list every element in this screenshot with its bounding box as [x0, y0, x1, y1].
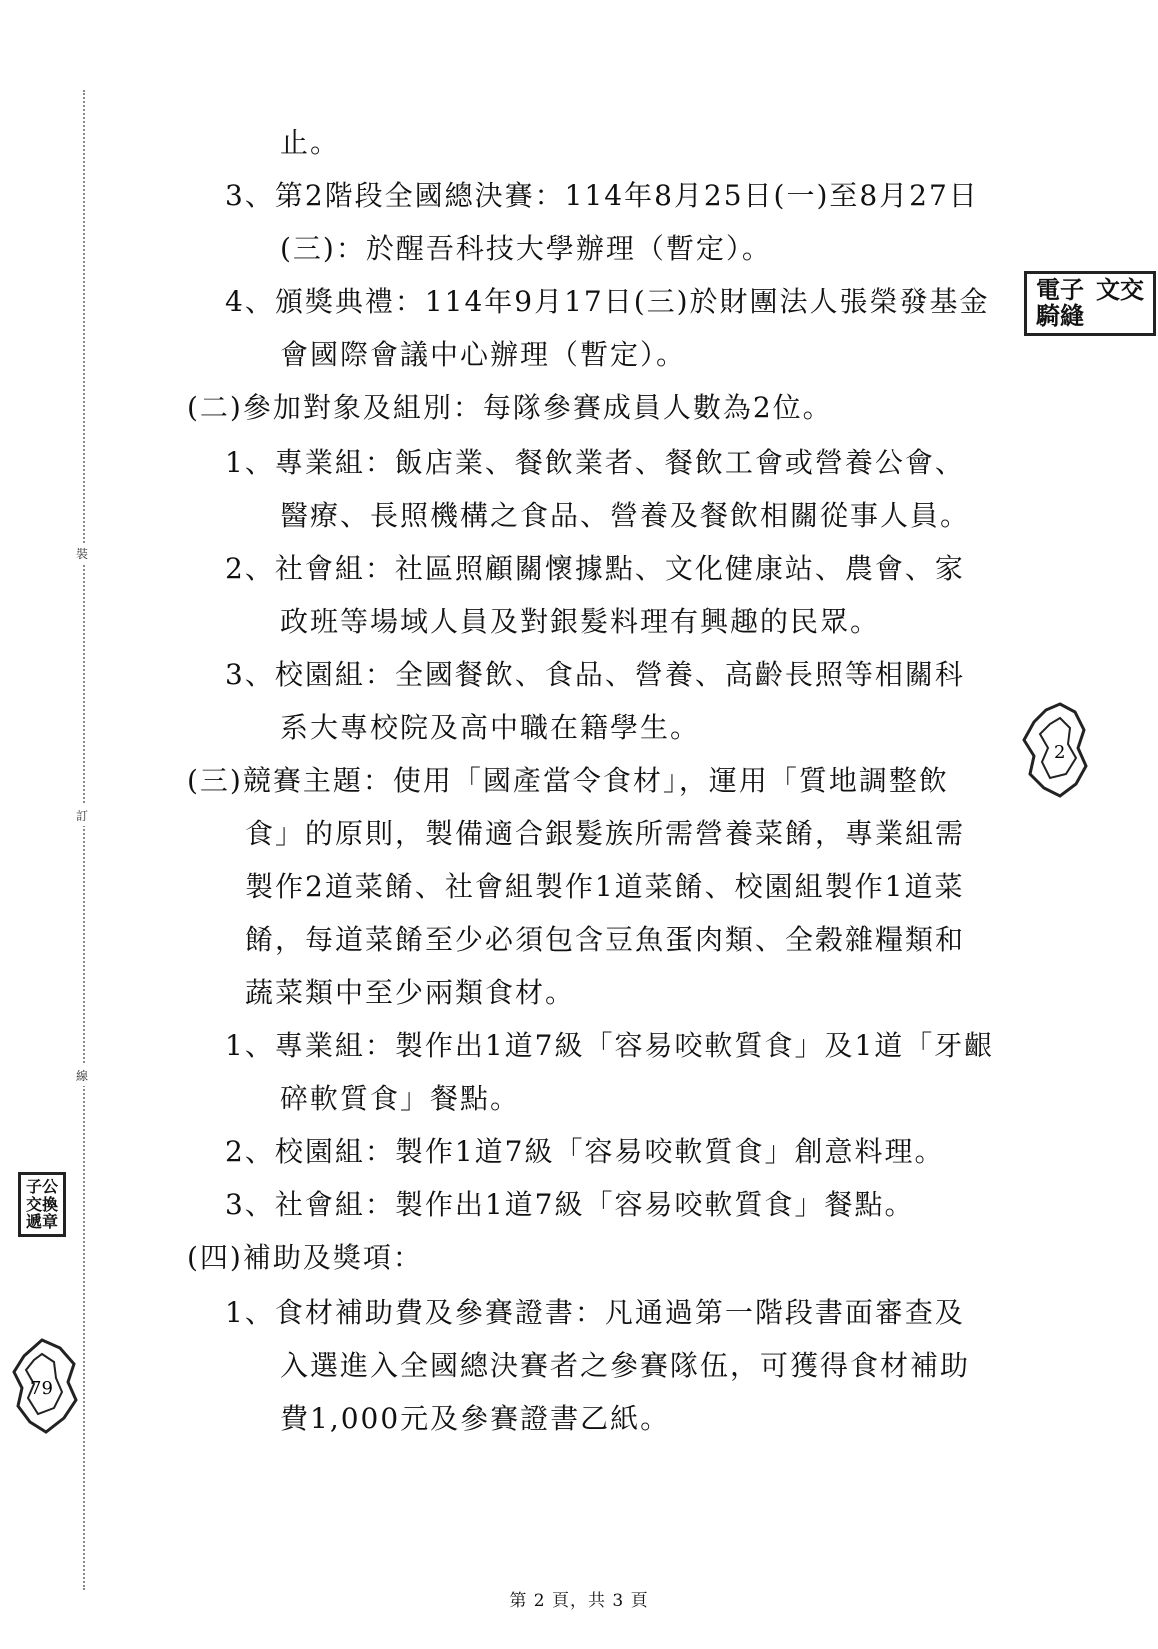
text-line: 入選進入全國總決賽者之參賽隊伍，可獲得食材補助: [280, 1349, 971, 1382]
text-line: 4、頒獎典禮：114年9月17日(三)於財團法人張榮發基金: [225, 285, 990, 318]
perforation-seal-icon: [12, 1336, 82, 1436]
stamp-text: 交換: [25, 1194, 58, 1214]
text-line: 系大專校院及高中職在籍學生。: [280, 711, 701, 744]
text-line: 醫療、長照機構之食品、營養及餐飲相關從事人員。: [280, 499, 971, 532]
text-line: 會國際會議中心辦理（暫定）。: [280, 338, 687, 371]
text-line: 食」的原則，製備適合銀髮族所需營養菜餚，專業組需: [245, 817, 966, 850]
exchange-seal-stamp: [18, 1172, 66, 1237]
seal-number: 2: [1054, 742, 1066, 763]
text-line: 1、專業組：製作出1道7級「容易咬軟質食」及1道「牙齦: [225, 1029, 995, 1062]
binding-mark-xian: 線: [76, 1065, 88, 1086]
page-footer: 第 2 頁，共 3 頁: [509, 1591, 649, 1611]
text-line: 1、食材補助費及參賽證書：凡通過第一階段書面審查及: [225, 1296, 965, 1329]
section-heading: (四)補助及獎項：: [187, 1241, 423, 1274]
binding-dotted-line: [83, 90, 85, 1590]
section-heading: (三)競賽主題：使用「國產當令食材」，運用「質地調整飲: [187, 764, 949, 797]
binding-mark-ding: 訂: [76, 805, 88, 826]
text-line: 蔬菜類中至少兩類食材。: [245, 976, 576, 1009]
text-line: 1、專業組：飯店業、餐飲業者、餐飲工會或營養公會、: [225, 446, 965, 479]
perforation-seal-icon: [1020, 700, 1090, 800]
stamp-text: 騎縫: [1036, 301, 1084, 331]
section-heading: (二)參加對象及組別：每隊參賽成員人數為2位。: [187, 391, 833, 424]
stamp-text: 文交: [1096, 275, 1144, 304]
text-line: 政班等場域人員及對銀髮料理有興趣的民眾。: [280, 605, 881, 638]
text-line: 碎軟質食」餐點。: [280, 1082, 521, 1115]
text-line: 止。: [280, 126, 341, 159]
text-line: 製作2道菜餚、社會組製作1道菜餚、校園組製作1道菜: [245, 870, 965, 903]
text-line: 3、社會組：製作出1道7級「容易咬軟質食」餐點。: [225, 1188, 915, 1221]
text-line: (三)：於醒吾科技大學辦理（暫定）。: [280, 232, 772, 265]
stamp-text: 遞章: [25, 1212, 58, 1232]
text-line: 2、校園組：製作1道7級「容易咬軟質食」創意料理。: [225, 1135, 945, 1168]
text-line: 2、社會組：社區照顧關懷據點、文化健康站、農會、家: [225, 552, 965, 585]
stamp-text: 子公: [25, 1177, 58, 1196]
electronic-doc-stamp: [1024, 271, 1156, 336]
binding-mark-zhuang: 裝: [76, 543, 88, 564]
text-line: 費1,000元及參賽證書乙紙。: [280, 1402, 671, 1435]
text-line: 餚，每道菜餚至少必須包含豆魚蛋肉類、全穀雜糧類和: [245, 923, 966, 956]
text-line: 3、第2階段全國總決賽：114年8月25日(一)至8月27日: [225, 179, 979, 212]
stamp-text: 電子: [1036, 275, 1084, 304]
seal-number: 79: [30, 1378, 53, 1399]
text-line: 3、校園組：全國餐飲、食品、營養、高齡長照等相關科: [225, 658, 965, 691]
